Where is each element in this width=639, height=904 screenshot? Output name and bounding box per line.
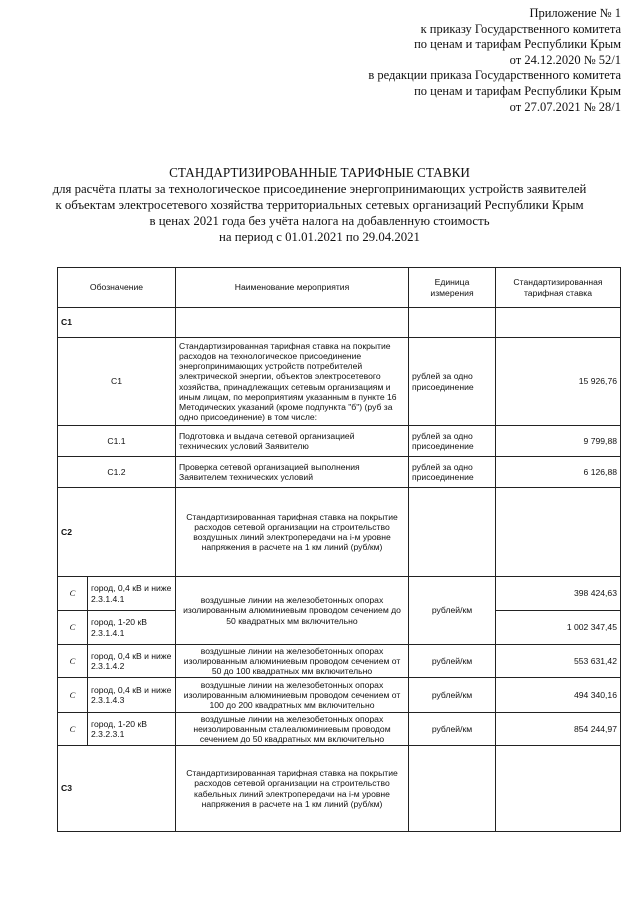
c-symbol: С <box>58 611 88 645</box>
condition-code: 2.3.2.3.1 <box>91 729 125 739</box>
row-unit: рублей/км <box>409 713 496 746</box>
title-line: в ценах 2021 года без учёта налога на добавленную стоимость <box>149 214 490 228</box>
header-line: к приказу Государственного комитета <box>420 21 621 36</box>
row-name: Стандартизированная тарифная ставка на покрытие расходов сетевой организации на строительство кабельных линий электропередачи на i-м уровне напряжения в расчете на 1 км линий (руб/км) <box>176 746 409 832</box>
table-row <box>58 338 621 426</box>
row-condition <box>88 577 176 611</box>
header-line: по ценам и тарифам Республики Крым <box>414 83 621 98</box>
condition-text: город, 1-20 кВ <box>91 718 147 729</box>
row-condition <box>88 713 176 746</box>
title-main: СТАНДАРТИЗИРОВАННЫЕ ТАРИФНЫЕ СТАВКИ <box>169 165 470 180</box>
title-line: к объектам электросетевого хозяйства территориальных сетевых организаций Республики Крым <box>55 198 584 212</box>
condition-text: город, 1-20 кВ <box>91 617 147 628</box>
row-value: 15 926,76 <box>496 338 621 426</box>
row-value: 6 126,88 <box>496 457 621 488</box>
condition-text: город, 0,4 кВ и ниже <box>91 650 172 661</box>
document-title <box>0 165 639 245</box>
row-name: воздушные линии на железобетонных опорах изолированным алюминиевым проводом сечением от 100 до 200 квадратных мм включительно <box>176 678 409 713</box>
row-name: воздушные линии на железобетонных опорах изолированным алюминиевым проводом сечением до 50 квадратных мм включительно <box>176 577 409 645</box>
row-name: воздушные линии на железобетонных опорах изолированным алюминиевым проводом сечением от 50 до 100 квадратных мм включительно <box>176 645 409 678</box>
header-line: в редакции приказа Государственного комитета <box>368 68 621 83</box>
table-row <box>58 713 621 746</box>
row-condition <box>88 645 176 678</box>
header-unit: Единица измерения <box>409 268 496 308</box>
row-value: 553 631,42 <box>496 645 621 678</box>
row-unit: рублей за одно присоединение <box>409 457 496 488</box>
condition-code: 2.3.1.4.1 <box>91 627 125 638</box>
header-line: от 27.07.2021 № 28/1 <box>509 99 621 114</box>
c-symbol: С <box>58 577 88 611</box>
condition-code: 2.3.1.4.1 <box>91 593 125 604</box>
header-line: по ценам и тарифам Республики Крым <box>414 37 621 52</box>
row-code: С1 <box>58 338 176 426</box>
table-row <box>58 678 621 713</box>
row-code: С1.1 <box>58 426 176 457</box>
row-name: Подготовка и выдача сетевой организацией технических условий Заявителю <box>176 426 409 457</box>
row-value: 398 424,63 <box>496 577 621 611</box>
table-row <box>58 308 621 338</box>
row-unit: рублей/км <box>409 678 496 713</box>
c-symbol: С <box>58 713 88 746</box>
row-unit: рублей за одно присоединение <box>409 426 496 457</box>
c-symbol: С <box>58 645 88 678</box>
row-name: воздушные линии на железобетонных опорах неизолированным сталеалюминиевым проводом сечением до 50 квадратных мм включительно <box>176 713 409 746</box>
row-value: 9 799,88 <box>496 426 621 457</box>
row-code: С1.2 <box>58 457 176 488</box>
row-condition <box>88 678 176 713</box>
table-row <box>58 746 621 832</box>
c-symbol: С <box>58 678 88 713</box>
condition-code: 2.3.1.4.2 <box>91 661 125 671</box>
header-line: от 24.12.2020 № 52/1 <box>509 52 621 67</box>
row-unit: рублей/км <box>409 645 496 678</box>
row-name: Проверка сетевой организацией выполнения Заявителем технических условий <box>176 457 409 488</box>
row-value: 854 244,97 <box>496 713 621 746</box>
condition-text: город, 0,4 кВ и ниже <box>91 583 172 594</box>
title-line: на период с 01.01.2021 по 29.04.2021 <box>219 230 420 244</box>
row-unit: рублей/км <box>409 577 496 645</box>
document-header <box>368 6 621 115</box>
header-name: Наименование мероприятия <box>176 268 409 308</box>
title-line: для расчёта платы за технологическое присоединение энергопринимающих устройств заявителей <box>52 182 587 196</box>
table-header-row <box>58 268 621 308</box>
condition-text: город, 0,4 кВ и ниже <box>91 684 172 695</box>
header-line: Приложение № 1 <box>529 6 621 20</box>
row-value: 494 340,16 <box>496 678 621 713</box>
row-code: С2 <box>58 488 176 577</box>
row-condition <box>88 611 176 645</box>
table-row <box>58 426 621 457</box>
row-name: Стандартизированная тарифная ставка на покрытие расходов сетевой организации на строительство воздушных линий электропередачи на i-м уровне напряжения в расчете на 1 км линий (руб/км) <box>176 488 409 577</box>
tariff-table <box>57 267 621 832</box>
table-row <box>58 457 621 488</box>
row-unit: рублей за одно присоединение <box>409 338 496 426</box>
table-row <box>58 577 621 611</box>
row-name: Стандартизированная тарифная ставка на покрытие расходов на технологическое присоединение энергопринимающих устройств потребителей электрической энергии, объектов электросетевого хозяйства, принадлежащих сетевым организациям и иным лицам, по мероприятиям указанным в пункте 16 Методических указаний (кроме подпункта "б") (руб за одно присоединение) в том числе: <box>176 338 409 426</box>
table-row <box>58 645 621 678</box>
row-value: 1 002 347,45 <box>496 611 621 645</box>
header-designation: Обозначение <box>58 268 176 308</box>
table-row <box>58 488 621 577</box>
condition-code: 2.3.1.4.3 <box>91 695 125 705</box>
section-code: С1 <box>58 308 176 338</box>
row-code: С3 <box>58 746 176 832</box>
header-rate: Стандартизированная тарифная ставка <box>496 268 621 308</box>
